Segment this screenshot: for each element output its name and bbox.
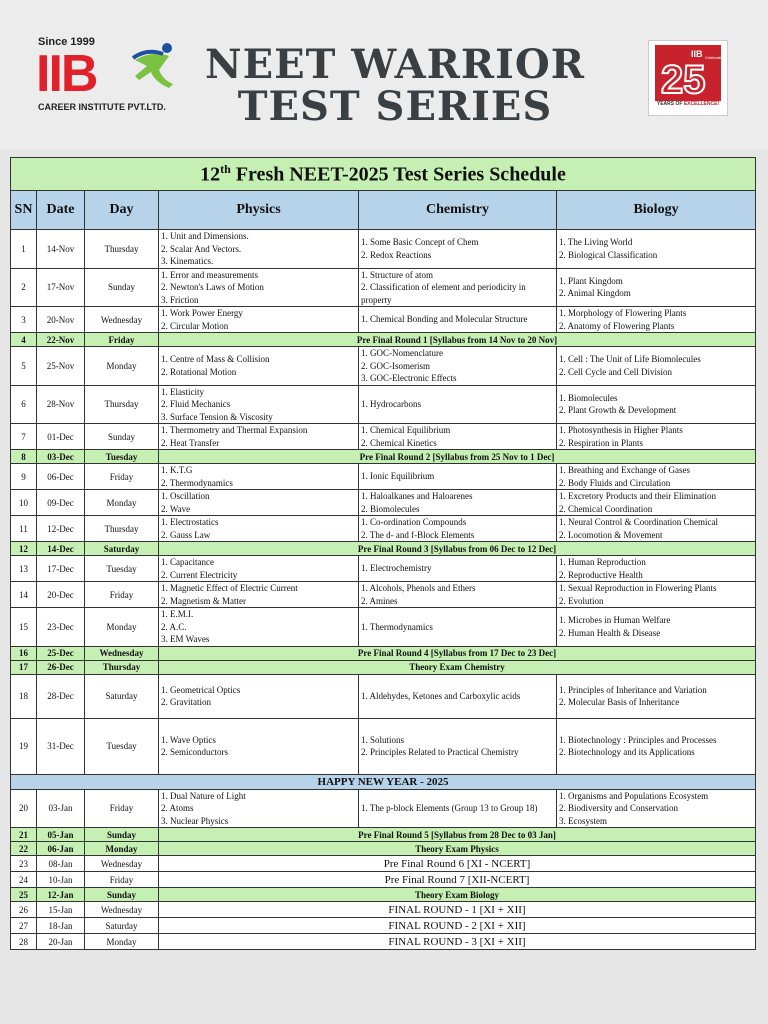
table-row — [11, 608, 756, 647]
cell-line: 1. Photosynthesis in Higher Plants — [559, 425, 683, 435]
cell-day: Monday — [85, 347, 159, 386]
cell-sn: 2 — [11, 268, 37, 307]
cell-sn: 9 — [11, 464, 37, 490]
cell-day: Thursday — [85, 660, 159, 674]
cell-date: 25-Dec — [37, 646, 85, 660]
col-header-physics: Physics — [159, 191, 359, 230]
cell-line: 3. EM Waves — [161, 634, 210, 644]
cell-event: Pre Final Round 6 [XI - NCERT] — [159, 856, 756, 872]
cell-day: Sunday — [85, 424, 159, 450]
cell-sn: 23 — [11, 856, 37, 872]
cell-date: 09-Dec — [37, 490, 85, 516]
cell-phy — [159, 268, 359, 307]
cell-line: 2. Atoms — [161, 803, 194, 813]
cell-date: 18-Jan — [37, 918, 85, 934]
cell-day: Tuesday — [85, 450, 159, 464]
final-round-row — [11, 918, 756, 934]
cell-sn: 12 — [11, 542, 37, 556]
cell-bio — [557, 556, 756, 582]
cell-date: 26-Dec — [37, 660, 85, 674]
cell-line: 1. Excretory Products and their Elimination — [559, 491, 716, 501]
cell-line: 1. Principles of Inheritance and Variation — [559, 684, 707, 695]
cell-day: Monday — [85, 934, 159, 950]
cell-sn: 17 — [11, 660, 37, 674]
cell-chem — [359, 789, 557, 828]
col-header-chemistry: Chemistry — [359, 191, 557, 230]
cell-line: 2. Biotechnology and its Applications — [559, 747, 695, 757]
cell-date: 20-Jan — [37, 934, 85, 950]
cell-event: Pre Final Round 4 [Syllabus from 17 Dec to 23 Dec] — [159, 646, 756, 660]
cell-date: 06-Jan — [37, 842, 85, 856]
cell-line: 1. Ionic Equilibrium — [361, 471, 435, 482]
cell-date: 17-Nov — [37, 268, 85, 307]
cell-event: Pre Final Round 3 [Syllabus from 06 Dec to 12 Dec] — [159, 542, 756, 556]
cell-phy — [159, 674, 359, 718]
cell-line: 1. Aldehydes, Ketones and Carboxylic acids — [361, 690, 521, 701]
cell-line: 3. GOC-Electronic Effects — [361, 373, 457, 383]
cell-line: 1. Morphology of Flowering Plants — [559, 308, 687, 318]
cell-line: 2. A.C. — [161, 621, 187, 632]
cell-line: 1. Wave Optics — [161, 734, 216, 745]
cell-line: 1. K.T.G — [161, 465, 193, 475]
cell-line: 1. Solutions — [361, 734, 405, 745]
cell-sn: 7 — [11, 424, 37, 450]
cell-line: 2. Anatomy of Flowering Plants — [559, 320, 675, 331]
cell-phy — [159, 347, 359, 386]
cell-line: 1. Dual Nature of Light — [161, 790, 246, 801]
anniversary-badge — [648, 40, 728, 116]
cell-day: Monday — [85, 842, 159, 856]
cell-line: 2. Heat Transfer — [161, 437, 220, 448]
cell-sn: 3 — [11, 307, 37, 333]
cell-line: 2. Wave — [161, 503, 191, 514]
cell-date: 14-Dec — [37, 542, 85, 556]
cell-sn: 19 — [11, 718, 37, 774]
cell-line: 2. Current Electricity — [161, 569, 238, 580]
badge-number: 25 — [661, 58, 706, 102]
cell-line: 2. Animal Kingdom — [559, 288, 631, 299]
cell-bio — [557, 347, 756, 386]
cell-line: 1. Co-ordination Compounds — [361, 517, 467, 527]
cell-date: 03-Jan — [37, 789, 85, 828]
cell-line: 2. Plant Growth & Development — [559, 405, 677, 416]
cell-sn: 6 — [11, 385, 37, 424]
cell-date: 14-Nov — [37, 230, 85, 269]
cell-day: Saturday — [85, 542, 159, 556]
table-row — [11, 516, 756, 542]
cell-line: 1. Work Power Energy — [161, 308, 243, 318]
cell-bio — [557, 464, 756, 490]
exam-row — [11, 542, 756, 556]
cell-line: 2. Molecular Basis of Inheritance — [559, 697, 680, 707]
cell-bio — [557, 582, 756, 608]
col-header-sn: SN — [11, 191, 37, 230]
cell-line: 2. The d- and f-Block Elements — [361, 529, 475, 540]
cell-line: 2. Newton's Laws of Motion — [161, 282, 264, 292]
cell-line: 2. Circular Motion — [161, 320, 229, 331]
cell-date: 10-Jan — [37, 872, 85, 888]
cell-sn: 1 — [11, 230, 37, 269]
cell-bio — [557, 674, 756, 718]
cell-day: Thursday — [85, 230, 159, 269]
cell-sn: 15 — [11, 608, 37, 647]
cell-phy — [159, 582, 359, 608]
cell-sn: 21 — [11, 828, 37, 842]
cell-event: Pre Final Round 5 [Syllabus from 28 Dec to 03 Jan] — [159, 828, 756, 842]
cell-bio — [557, 789, 756, 828]
table-title-row — [11, 158, 756, 191]
cell-phy — [159, 789, 359, 828]
cell-line: 1. Thermometry and Thermal Expansion — [161, 425, 308, 435]
cell-line: 1. Structure of atom — [361, 269, 433, 280]
cell-event: Theory Exam Chemistry — [159, 660, 756, 674]
cell-day: Friday — [85, 872, 159, 888]
badge-celebrating-text: Celebrating — [705, 55, 726, 60]
cell-day: Thursday — [85, 385, 159, 424]
cell-phy — [159, 718, 359, 774]
cell-line: 1. E.M.I. — [161, 609, 194, 619]
cell-sn: 20 — [11, 789, 37, 828]
exam-row — [11, 888, 756, 902]
cell-date: 03-Dec — [37, 450, 85, 464]
cell-line: 3. Ecosystem — [559, 815, 607, 826]
table-row — [11, 464, 756, 490]
cell-line: 2. Gauss Law — [161, 529, 211, 540]
cell-sn: 25 — [11, 888, 37, 902]
cell-line: 2. Fluid Mechanics — [161, 399, 231, 409]
new-year-banner: HAPPY NEW YEAR - 2025 — [11, 774, 756, 789]
schedule-body — [11, 230, 756, 950]
cell-line: 2. Principles Related to Practical Chemistry — [361, 747, 519, 757]
cell-line: 1. Unit and Dimensions. — [161, 231, 249, 241]
title-line-2: TEST SERIES — [237, 83, 553, 130]
cell-line: 2. Chemical Coordination — [559, 503, 653, 514]
cell-phy — [159, 424, 359, 450]
cell-date: 20-Dec — [37, 582, 85, 608]
table-row — [11, 347, 756, 386]
cell-day: Sunday — [85, 268, 159, 307]
cell-event: FINAL ROUND - 2 [XI + XII] — [159, 918, 756, 934]
title-sup: th — [220, 161, 231, 176]
cell-sn: 5 — [11, 347, 37, 386]
cell-sn: 13 — [11, 556, 37, 582]
cell-line: 2. Rotational Motion — [161, 366, 237, 377]
cell-sn: 11 — [11, 516, 37, 542]
cell-day: Wednesday — [85, 307, 159, 333]
cell-day: Friday — [85, 582, 159, 608]
table-row — [11, 268, 756, 307]
cell-bio — [557, 385, 756, 424]
cell-line: 1. Electrochemistry — [361, 563, 432, 574]
cell-day: Wednesday — [85, 902, 159, 918]
cell-day: Monday — [85, 608, 159, 647]
cell-date: 17-Dec — [37, 556, 85, 582]
exam-row — [11, 660, 756, 674]
table-row — [11, 582, 756, 608]
cell-line: 1. Electrostatics — [161, 517, 219, 527]
table-title — [11, 158, 756, 191]
title-grade: 12 — [200, 163, 221, 186]
cell-line: 2. Redox Reactions — [361, 249, 432, 260]
page-title — [200, 41, 590, 130]
cell-line: 1. Haloalkanes and Haloarenes — [361, 491, 473, 501]
cell-line: 1. Sexual Reproduction in Flowering Plants — [559, 583, 717, 593]
table-row — [11, 718, 756, 774]
table-row — [11, 230, 756, 269]
cell-line: 2. Human Health & Disease — [559, 627, 661, 638]
cell-date: 08-Jan — [37, 856, 85, 872]
cell-line: 1. Some Basic Concept of Chem — [361, 237, 479, 248]
cell-line: 2. GOC-Isomerism — [361, 360, 430, 371]
cell-line: 1. Magnetic Effect of Electric Current — [161, 583, 298, 593]
final-round-row — [11, 902, 756, 918]
cell-chem — [359, 718, 557, 774]
col-header-biology: Biology — [557, 191, 756, 230]
cell-line: 1. Organisms and Populations Ecosystem — [559, 790, 709, 801]
cell-chem — [359, 608, 557, 647]
table-row — [11, 307, 756, 333]
cell-line: 1. Microbes in Human Welfare — [559, 615, 671, 626]
cell-sn: 22 — [11, 842, 37, 856]
cell-day: Tuesday — [85, 556, 159, 582]
cell-day: Thursday — [85, 516, 159, 542]
cell-sn: 26 — [11, 902, 37, 918]
cell-bio — [557, 230, 756, 269]
cell-bio — [557, 608, 756, 647]
cell-line: 2. Classification of element and periodicity in property — [361, 282, 526, 305]
cell-phy — [159, 230, 359, 269]
col-header-date: Date — [37, 191, 85, 230]
cell-line: 2. Thermodynamics — [161, 477, 233, 488]
title-line-1: NEET WARRIOR — [205, 41, 585, 88]
cell-sn: 27 — [11, 918, 37, 934]
cell-event: FINAL ROUND - 1 [XI + XII] — [159, 902, 756, 918]
cell-line: 1. Neural Control & Coordination Chemical — [559, 517, 718, 527]
cell-chem — [359, 674, 557, 718]
cell-line: 1. Geometrical Optics — [161, 684, 241, 695]
exam-row — [11, 828, 756, 842]
cell-line: 1. The p-block Elements (Group 13 to Group 18) — [361, 803, 538, 813]
col-header-day: Day — [85, 191, 159, 230]
page-header — [0, 0, 768, 150]
final-round-row — [11, 856, 756, 872]
cell-sn: 10 — [11, 490, 37, 516]
cell-day: Monday — [85, 490, 159, 516]
exam-row — [11, 646, 756, 660]
cell-sn: 24 — [11, 872, 37, 888]
since-label: Since 1999 — [38, 36, 95, 48]
cell-bio — [557, 424, 756, 450]
cell-line: 1. GOC-Nomenclature — [361, 348, 443, 358]
logo-text: IIB — [36, 45, 97, 103]
final-round-row — [11, 934, 756, 950]
cell-day: Wednesday — [85, 856, 159, 872]
cell-sn: 18 — [11, 674, 37, 718]
cell-date: 15-Jan — [37, 902, 85, 918]
cell-chem — [359, 424, 557, 450]
cell-event: Pre Final Round 2 [Syllabus from 25 Nov to 1 Dec] — [159, 450, 756, 464]
cell-event: Pre Final Round 1 [Syllabus from 14 Nov to 20 Nov] — [159, 333, 756, 347]
badge-years-text: YEARS OF — [656, 101, 684, 107]
cell-bio — [557, 718, 756, 774]
cell-date: 31-Dec — [37, 718, 85, 774]
cell-chem — [359, 582, 557, 608]
cell-event: Theory Exam Biology — [159, 888, 756, 902]
cell-chem — [359, 556, 557, 582]
cell-day: Sunday — [85, 828, 159, 842]
cell-day: Saturday — [85, 918, 159, 934]
cell-chem — [359, 490, 557, 516]
cell-line: 2. Reproductive Health — [559, 569, 643, 580]
cell-line: 2. Chemical Kinetics — [361, 437, 437, 448]
cell-line: 1. Biotechnology : Principles and Processes — [559, 734, 717, 745]
cell-chem — [359, 516, 557, 542]
cell-line: 1. Alcohols, Phenols and Ethers — [361, 583, 476, 593]
page-footer — [0, 980, 768, 1024]
exam-row — [11, 842, 756, 856]
cell-bio — [557, 307, 756, 333]
cell-day: Friday — [85, 333, 159, 347]
cell-sn: 4 — [11, 333, 37, 347]
cell-line: 3. Friction — [161, 294, 199, 305]
table-row — [11, 556, 756, 582]
cell-sn: 8 — [11, 450, 37, 464]
cell-day: Saturday — [85, 674, 159, 718]
iib-logo — [34, 36, 184, 116]
cell-line: 2. Cell Cycle and Cell Division — [559, 366, 672, 377]
exam-row — [11, 450, 756, 464]
cell-line: 2. Evolution — [559, 595, 604, 606]
cell-line: 3. Kinematics. — [161, 256, 214, 266]
runner-icon — [129, 40, 177, 100]
cell-line: 1. Error and measurements — [161, 269, 258, 280]
cell-day: Tuesday — [85, 718, 159, 774]
cell-date: 06-Dec — [37, 464, 85, 490]
cell-sn: 28 — [11, 934, 37, 950]
cell-line: 1. Biomolecules — [559, 392, 618, 403]
cell-date: 28-Nov — [37, 385, 85, 424]
cell-date: 28-Dec — [37, 674, 85, 718]
cell-date: 22-Nov — [37, 333, 85, 347]
cell-line: 2. Magnetism & Matter — [161, 595, 246, 606]
cell-chem — [359, 230, 557, 269]
cell-line: 3. Surface Tension & Viscosity — [161, 411, 273, 422]
cell-line: 1. Cell : The Unit of Life Biomolecules — [559, 354, 701, 365]
cell-day: Friday — [85, 464, 159, 490]
badge-caption — [652, 101, 724, 107]
cell-event: FINAL ROUND - 3 [XI + XII] — [159, 934, 756, 950]
cell-phy — [159, 556, 359, 582]
cell-line: 1. Breathing and Exchange of Gases — [559, 465, 690, 475]
cell-phy — [159, 307, 359, 333]
cell-date: 05-Jan — [37, 828, 85, 842]
cell-date: 20-Nov — [37, 307, 85, 333]
cell-line: 2. Scalar And Vectors. — [161, 243, 242, 254]
cell-sn: 14 — [11, 582, 37, 608]
cell-date: 23-Dec — [37, 608, 85, 647]
cell-line: 1. Elasticity — [161, 386, 204, 397]
cell-date: 12-Dec — [37, 516, 85, 542]
cell-day: Sunday — [85, 888, 159, 902]
cell-chem — [359, 347, 557, 386]
cell-line: 1. Oscillation — [161, 491, 210, 501]
cell-event: Theory Exam Physics — [159, 842, 756, 856]
cell-line: 2. Locomotion & Movement — [559, 529, 663, 540]
cell-phy — [159, 516, 359, 542]
final-round-row — [11, 872, 756, 888]
badge-iib-text: IIB — [691, 49, 703, 59]
cell-event: Pre Final Round 7 [XII-NCERT] — [159, 872, 756, 888]
table-row — [11, 424, 756, 450]
cell-bio — [557, 490, 756, 516]
cell-line: 2. Biomolecules — [361, 503, 420, 514]
cell-day: Wednesday — [85, 646, 159, 660]
table-row — [11, 490, 756, 516]
cell-line: 3. Nuclear Physics — [161, 815, 229, 826]
cell-day: Friday — [85, 789, 159, 828]
cell-chem — [359, 307, 557, 333]
cell-phy — [159, 490, 359, 516]
cell-chem — [359, 464, 557, 490]
exam-row — [11, 333, 756, 347]
table-row — [11, 789, 756, 828]
table-row — [11, 385, 756, 424]
cell-line: 2. Biodiversity and Conservation — [559, 803, 678, 813]
cell-line: 1. Chemical Bonding and Molecular Structure — [361, 314, 528, 325]
title-text: Fresh NEET-2025 Test Series Schedule — [230, 163, 566, 186]
badge-25-icon — [655, 45, 726, 102]
cell-date: 25-Nov — [37, 347, 85, 386]
cell-chem — [359, 385, 557, 424]
badge-excellence-text: EXCELLENCE! — [683, 101, 720, 107]
cell-sn: 16 — [11, 646, 37, 660]
cell-phy — [159, 608, 359, 647]
cell-date: 01-Dec — [37, 424, 85, 450]
cell-line: 2. Biological Classification — [559, 249, 658, 260]
cell-line: 1. Hydrocarbons — [361, 399, 421, 409]
cell-line: 1. Human Reproduction — [559, 557, 646, 567]
cell-line: 1. Plant Kingdom — [559, 275, 623, 286]
cell-line: 2. Semiconductors — [161, 747, 228, 757]
cell-date: 12-Jan — [37, 888, 85, 902]
cell-phy — [159, 385, 359, 424]
cell-line: 2. Gravitation — [161, 697, 211, 707]
new-year-row — [11, 774, 756, 789]
cell-phy — [159, 464, 359, 490]
cell-line: 2. Amines — [361, 595, 398, 606]
cell-line: 2. Respiration in Plants — [559, 437, 643, 448]
cell-bio — [557, 268, 756, 307]
company-name: CAREER INSTITUTE PVT.LTD. — [38, 102, 166, 112]
cell-line: 1. Centre of Mass & Collision — [161, 354, 270, 365]
cell-line: 1. Chemical Equilibrium — [361, 425, 451, 435]
cell-line: 1. Thermodynamics — [361, 621, 433, 632]
cell-line: 2. Body Fluids and Circulation — [559, 477, 671, 488]
cell-line: 1. The Living World — [559, 237, 633, 248]
table-header-row — [11, 191, 756, 230]
cell-bio — [557, 516, 756, 542]
table-row — [11, 674, 756, 718]
schedule-table — [10, 157, 756, 950]
cell-line: 1. Capacitance — [161, 557, 214, 567]
cell-chem — [359, 268, 557, 307]
